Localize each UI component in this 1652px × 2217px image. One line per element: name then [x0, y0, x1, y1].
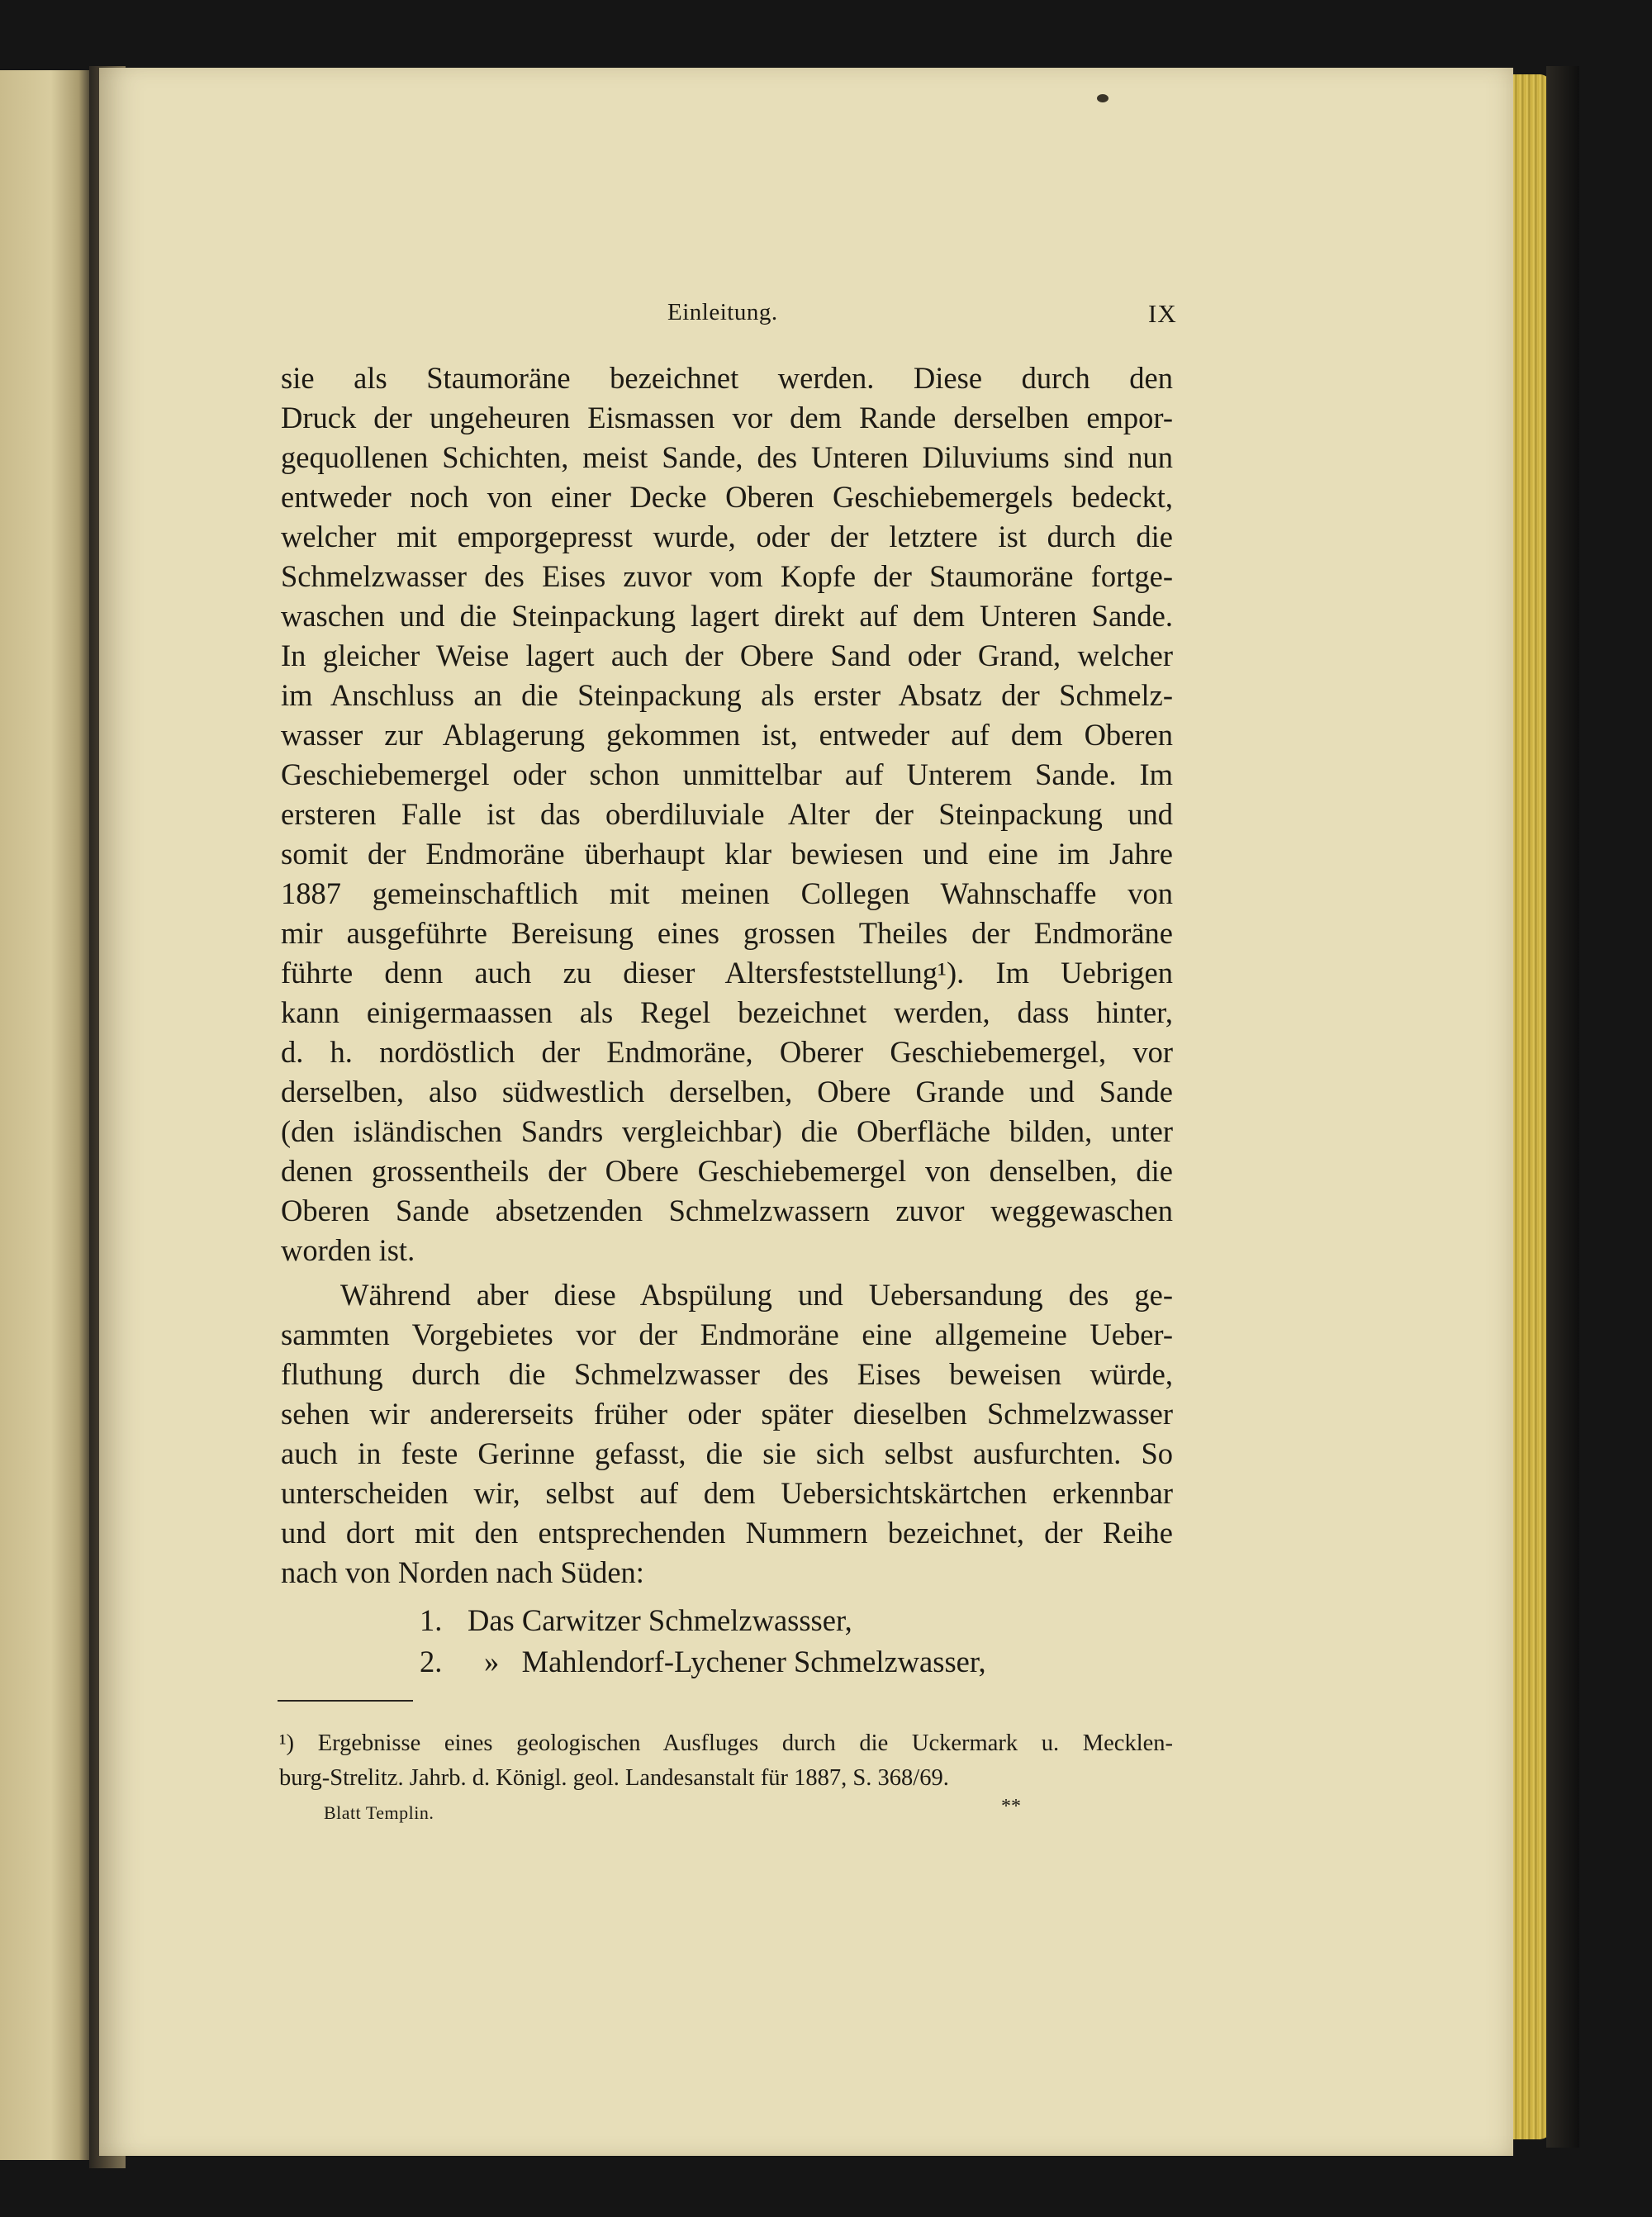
body-line: Während aber diese Abspülung und Uebersandung des ge- [340, 1278, 1173, 1312]
body-line: Schmelzwasser des Eises zuvor vom Kopfe der Staumoräne fortge- [281, 559, 1173, 593]
body-line: waschen und die Steinpackung lagert direkt auf dem Unteren Sande. [281, 599, 1173, 633]
body-line: In gleicher Weise lagert auch der Obere Sand oder Grand, welcher [281, 639, 1173, 672]
list-number: 1. [420, 1603, 443, 1637]
body-line: d. h. nordöstlich der Endmoräne, Oberer Geschiebemergel, vor [281, 1035, 1173, 1069]
body-line: sammten Vorgebietes vor der Endmoräne eine allgemeine Ueber- [281, 1317, 1173, 1351]
body-line: ersteren Falle ist das oberdiluviale Alter der Steinpackung und [281, 797, 1173, 831]
running-head: Einleitung. [667, 299, 778, 325]
page-number: IX [1148, 299, 1177, 328]
body-line: welcher mit emporgepresst wurde, oder der letztere ist durch die [281, 520, 1173, 553]
body-line: wasser zur Ablagerung gekommen ist, entweder auf dem Oberen [281, 718, 1173, 752]
body-line: entweder noch von einer Decke Oberen Geschiebemergels bedeckt, [281, 480, 1173, 514]
body-line: Druck der ungeheuren Eismassen vor dem Rande derselben empor- [281, 401, 1173, 434]
body-line: somit der Endmoräne überhaupt klar bewiesen und eine im Jahre [281, 837, 1173, 871]
ink-spot [1097, 94, 1108, 102]
book-cover-edge [1546, 66, 1579, 2148]
body-line: und dort mit den entsprechenden Nummern bezeichnet, der Reihe [281, 1516, 1173, 1550]
body-line: sehen wir andererseits früher oder später dieselben Schmelzwasser [281, 1397, 1173, 1431]
body-line: unterscheiden wir, selbst auf dem Uebersichtskärtchen erkennbar [281, 1476, 1173, 1510]
footnote-rule [278, 1700, 413, 1702]
body-line: derselben, also südwestlich derselben, Obere Grande und Sande [281, 1075, 1173, 1108]
body-line: worden ist. [281, 1233, 415, 1267]
body-line: führte denn auch zu dieser Altersfeststellung¹). Im Uebrigen [281, 956, 1173, 990]
body-line: gequollenen Schichten, meist Sande, des Unteren Diluviums sind nun [281, 440, 1173, 474]
body-line: im Anschluss an die Steinpackung als erster Absatz der Schmelz- [281, 678, 1173, 712]
previous-page-edge [0, 70, 93, 2160]
body-line: nach von Norden nach Süden: [281, 1555, 644, 1589]
list-item-text: Das Carwitzer Schmelzwassser, [468, 1603, 852, 1637]
body-line: auch in feste Gerinne gefasst, die sie sich selbst ausfurchten. So [281, 1436, 1173, 1470]
body-line: Geschiebemergel oder schon unmittelbar auf Unterem Sande. Im [281, 757, 1173, 791]
body-line: kann einigermaassen als Regel bezeichnet werden, dass hinter, [281, 995, 1173, 1029]
body-line: fluthung durch die Schmelzwasser des Eises beweisen würde, [281, 1357, 1173, 1391]
list-number: 2. [420, 1645, 443, 1678]
sheet-mark: ** [1001, 1796, 1021, 1817]
body-line: 1887 gemeinschaftlich mit meinen Collegen Wahnschaffe von [281, 876, 1173, 910]
gilded-page-edges [1512, 74, 1551, 2139]
body-line: (den isländischen Sandrs vergleichbar) die Oberfläche bilden, unter [281, 1114, 1173, 1148]
footnote-line: burg-Strelitz. Jahrb. d. Königl. geol. Landesanstalt für 1887, S. 368/69. [279, 1765, 949, 1791]
body-line: Oberen Sande absetzenden Schmelzwassern zuvor weggewaschen [281, 1194, 1173, 1227]
footnote-line: ¹) Ergebnisse eines geologischen Ausfluges durch die Uckermark u. Mecklen- [279, 1730, 1173, 1756]
body-line: mir ausgeführte Bereisung eines grossen Theiles der Endmoräne [281, 916, 1173, 950]
sheet-label: Blatt Templin. [324, 1802, 434, 1823]
body-line: denen grossentheils der Obere Geschiebemergel von denselben, die [281, 1154, 1173, 1188]
body-line: sie als Staumoräne bezeichnet werden. Diese durch den [281, 361, 1173, 395]
list-item-text: » Mahlendorf-Lychener Schmelzwasser, [484, 1645, 986, 1678]
